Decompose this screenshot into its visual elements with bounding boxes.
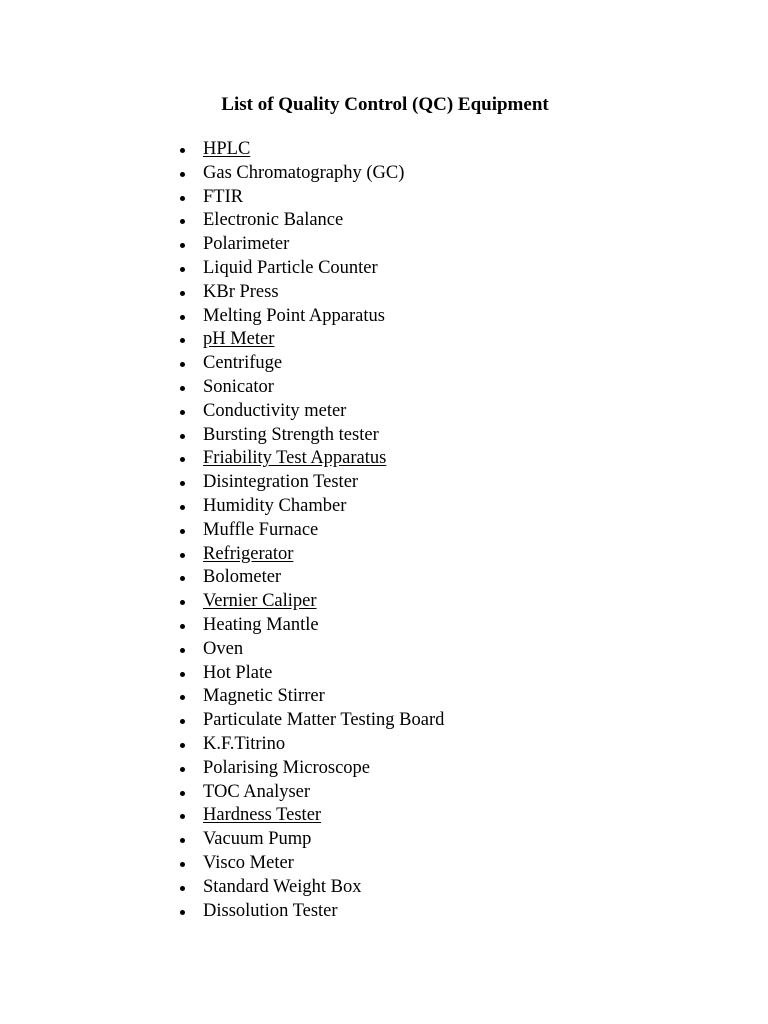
equipment-label: Melting Point Apparatus: [203, 305, 385, 326]
bullet-icon: [180, 434, 185, 439]
list-item: [180, 352, 444, 376]
bullet-icon: [180, 553, 185, 558]
list-item: [180, 471, 444, 495]
list-item: [180, 733, 444, 757]
list-item: [180, 519, 444, 543]
equipment-link[interactable]: Friability Test Apparatus: [203, 448, 387, 469]
list-item: [180, 781, 444, 805]
bullet-icon: [180, 767, 185, 772]
list-item: [180, 209, 444, 233]
bullet-icon: [180, 457, 185, 462]
bullet-icon: [180, 791, 185, 796]
list-item[interactable]: [180, 543, 444, 567]
list-item: [180, 852, 444, 876]
bullet-icon: [180, 648, 185, 653]
list-item: [180, 566, 444, 590]
equipment-label: Liquid Particle Counter: [203, 257, 378, 278]
equipment-link[interactable]: HPLC: [203, 139, 251, 159]
list-item: [180, 614, 444, 638]
list-item[interactable]: [180, 138, 444, 162]
list-item: [180, 495, 444, 519]
equipment-link[interactable]: pH Meter: [203, 329, 275, 350]
list-item: [180, 376, 444, 400]
list-item: [180, 709, 444, 733]
equipment-label: Dissolution Tester: [203, 900, 338, 921]
equipment-label: Muffle Furnace: [203, 519, 319, 540]
bullet-icon: [180, 838, 185, 843]
bullet-icon: [180, 291, 185, 296]
equipment-label: Polarimeter: [203, 234, 290, 255]
equipment-link[interactable]: Refrigerator: [203, 543, 294, 564]
equipment-label: K.F.Titrino: [203, 733, 286, 754]
equipment-label: KBr Press: [203, 281, 279, 302]
bullet-icon: [180, 362, 185, 367]
equipment-label: Heating Mantle: [203, 614, 319, 635]
equipment-label: Hot Plate: [203, 662, 273, 683]
bullet-icon: [180, 600, 185, 605]
list-item[interactable]: [180, 328, 444, 352]
bullet-icon: [180, 410, 185, 415]
bullet-icon: [180, 529, 185, 534]
equipment-label: Particulate Matter Testing Board: [203, 710, 445, 731]
bullet-icon: [180, 576, 185, 581]
equipment-label: Polarising Microscope: [203, 757, 370, 778]
list-item: [180, 257, 444, 281]
list-item[interactable]: [180, 447, 444, 471]
bullet-icon: [180, 386, 185, 391]
list-item: [180, 281, 444, 305]
bullet-icon: [180, 196, 185, 201]
bullet-icon: [180, 910, 185, 915]
equipment-label: Bolometer: [203, 567, 282, 588]
bullet-icon: [180, 743, 185, 748]
list-item: [180, 162, 444, 186]
list-item: [180, 233, 444, 257]
bullet-icon: [180, 695, 185, 700]
equipment-label: Visco Meter: [203, 852, 294, 873]
bullet-icon: [180, 814, 185, 819]
equipment-label: Vacuum Pump: [203, 829, 312, 850]
list-item: [180, 638, 444, 662]
bullet-icon: [180, 862, 185, 867]
list-item: [180, 900, 444, 924]
list-item[interactable]: [180, 804, 444, 828]
equipment-label: Gas Chromatography (GC): [203, 162, 405, 183]
bullet-icon: [180, 672, 185, 677]
list-item: [180, 400, 444, 424]
list-item: [180, 662, 444, 686]
equipment-label: Disintegration Tester: [203, 472, 359, 493]
bullet-icon: [180, 886, 185, 891]
list-item: [180, 424, 444, 448]
bullet-icon: [180, 267, 185, 272]
equipment-label: Conductivity meter: [203, 400, 347, 421]
equipment-label: TOC Analyser: [203, 781, 311, 802]
bullet-icon: [180, 243, 185, 248]
equipment-label: Humidity Chamber: [203, 495, 347, 516]
equipment-label: Magnetic Stirrer: [203, 686, 325, 707]
list-item: [180, 186, 444, 210]
bullet-icon: [180, 505, 185, 510]
bullet-icon: [180, 315, 185, 320]
bullet-icon: [180, 219, 185, 224]
page-title: List of Quality Control (QC) Equipment: [221, 94, 549, 115]
list-item: [180, 305, 444, 329]
bullet-icon: [180, 481, 185, 486]
equipment-label: Electronic Balance: [203, 210, 344, 231]
equipment-label: Standard Weight Box: [203, 876, 362, 897]
list-item: [180, 876, 444, 900]
equipment-label: Sonicator: [203, 376, 274, 397]
equipment-label: FTIR: [203, 186, 244, 207]
equipment-link[interactable]: Vernier Caliper: [203, 591, 317, 612]
bullet-icon: [180, 624, 185, 629]
equipment-link[interactable]: Hardness Tester: [203, 805, 322, 826]
list-item: [180, 685, 444, 709]
equipment-label: Bursting Strength tester: [203, 424, 379, 445]
list-item: [180, 757, 444, 781]
list-item[interactable]: [180, 590, 444, 614]
bullet-icon: [180, 172, 185, 177]
equipment-list: [180, 138, 444, 923]
bullet-icon: [180, 719, 185, 724]
bullet-icon: [180, 148, 185, 153]
equipment-label: Centrifuge: [203, 353, 283, 374]
list-item: [180, 828, 444, 852]
bullet-icon: [180, 338, 185, 343]
equipment-label: Oven: [203, 638, 244, 659]
